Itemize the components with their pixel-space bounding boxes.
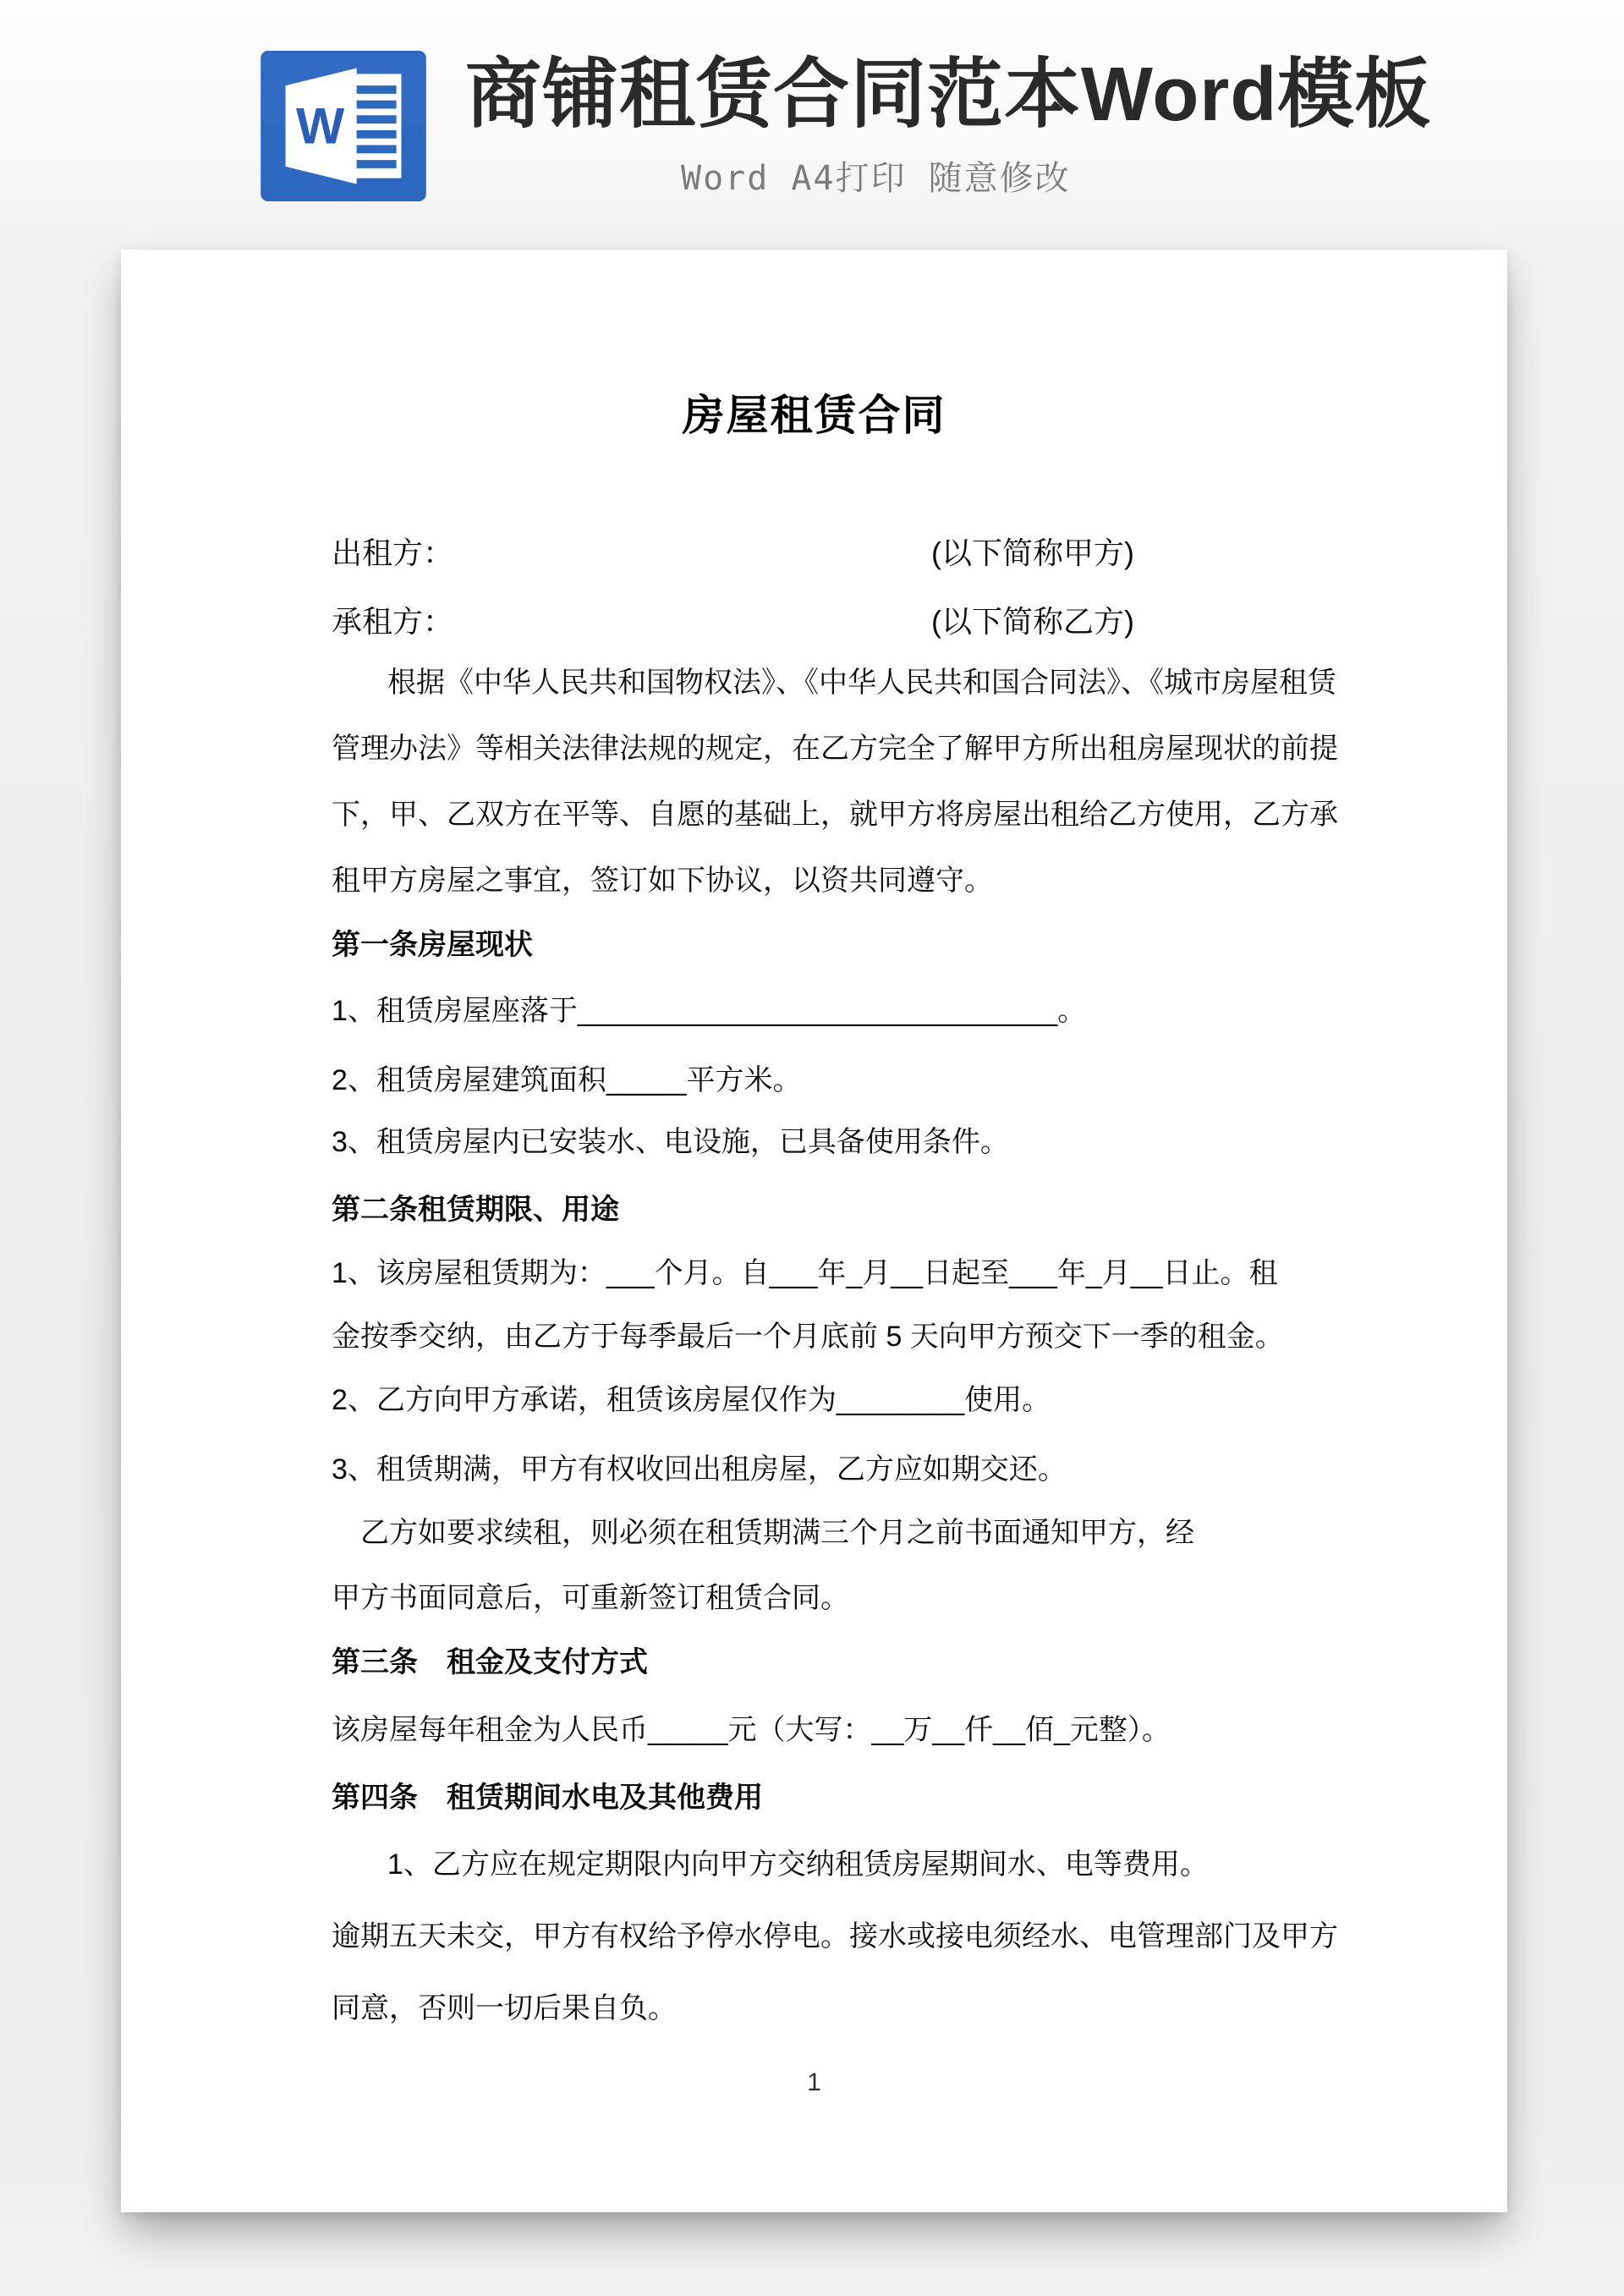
header-title: 商铺租赁合同范本Word模板: [465, 52, 1432, 137]
page-number: 1: [807, 2068, 821, 2096]
document-page: [121, 250, 1507, 2212]
contract-heading: 第一条房屋现状: [332, 929, 533, 961]
header-subtitle: Word A4打印 随意修改: [681, 159, 1071, 198]
contract-line: 甲方书面同意后，可重新签订租赁合同。: [332, 1582, 849, 1614]
party-row-lessor: [332, 533, 1300, 574]
document-title: 房屋租赁合同: [682, 392, 946, 439]
contract-line: 租甲方房屋之事宜，签订如下协议，以资共同遵守。: [332, 865, 993, 897]
contract-line: 根据《中华人民共和国物权法》、《中华人民共和国合同法》、《城市房屋租赁: [387, 667, 1336, 699]
contract-line: 1、该房屋租赁期为：___个月。自___年_月__日起至___年_月__日止。租: [332, 1257, 1278, 1289]
contract-heading: 第二条租赁期限、用途: [332, 1194, 619, 1226]
party-row-lessee: [332, 601, 1300, 642]
contract-heading: 第三条 租金及支付方式: [332, 1646, 648, 1678]
contract-line: 3、租赁房屋内已安装水、电设施，已具备使用条件。: [332, 1126, 1009, 1158]
party-label: 出租方：: [332, 536, 454, 570]
party-note: (以下简称甲方): [931, 536, 1134, 570]
contract-line: 逾期五天未交，甲方有权给予停水停电。接水或接电须经水、电管理部门及甲方: [332, 1920, 1338, 1953]
contract-line: 2、租赁房屋建筑面积_____平方米。: [332, 1064, 802, 1096]
contract-line: 下，甲、乙双方在平等、自愿的基础上，就甲方将房屋出租给乙方使用，乙方承: [332, 799, 1338, 831]
party-label: 承租方：: [332, 604, 454, 639]
contract-line: 乙方如要求续租，则必须在租赁期满三个月之前书面通知甲方，经: [360, 1517, 1194, 1549]
contract-heading: 第四条 租赁期间水电及其他费用: [332, 1782, 763, 1814]
contract-line: 该房屋每年租金为人民币_____元（大写：__万__仟__佰_元整）。: [332, 1714, 1171, 1746]
contract-line: 2、乙方向甲方承诺，租赁该房屋仅作为________使用。: [332, 1384, 1051, 1416]
contract-line: 1、乙方应在规定期限内向甲方交纳租赁房屋期间水、电等费用。: [387, 1848, 1209, 1881]
contract-line: 金按季交纳，由乙方于每季最后一个月底前 5 天向甲方预交下一季的租金。: [332, 1321, 1284, 1353]
word-icon: [261, 51, 426, 201]
header: [0, 0, 1624, 250]
party-note: (以下简称乙方): [931, 604, 1134, 639]
word-icon-letter: W: [295, 96, 345, 155]
contract-line: 1、租赁房屋座落于______________________________。: [332, 995, 1087, 1027]
contract-line: 同意，否则一切后果自负。: [332, 1992, 677, 2024]
contract-line: 管理办法》等相关法律法规的规定，在乙方完全了解甲方所出租房屋现状的前提: [332, 733, 1338, 765]
contract-line: 3、租赁期满，甲方有权收回出租房屋，乙方应如期交还。: [332, 1453, 1067, 1486]
